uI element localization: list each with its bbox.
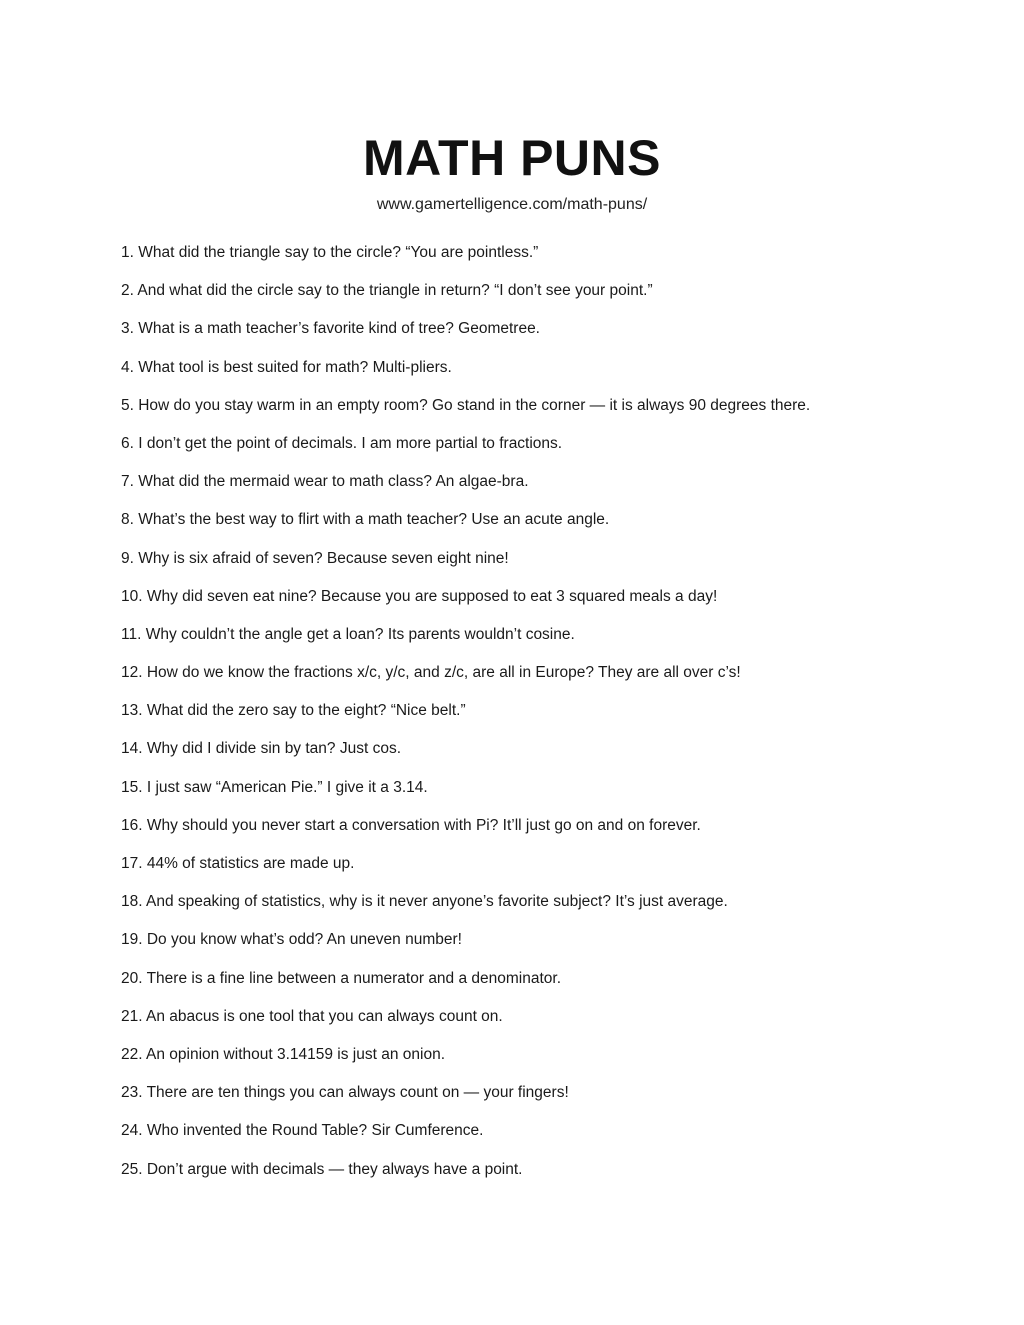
list-item: 10. Why did seven eat nine? Because you are supposed to eat 3 squared meals a day! <box>121 587 718 605</box>
list-item: 23. There are ten things you can always count on — your fingers! <box>121 1084 569 1102</box>
list-item: 9. Why is six afraid of seven? Because seven eight nine! <box>121 549 509 567</box>
list-item: 2. And what did the circle say to the triangle in return? “I don’t see your point.” <box>121 282 653 300</box>
list-item: 18. And speaking of statistics, why is it never anyone’s favorite subject? It’s just average. <box>121 893 728 911</box>
source-url: www.gamertelligence.com/math-puns/ <box>376 196 648 213</box>
page-title: MATH PUNS <box>362 130 661 186</box>
list-item: 16. Why should you never start a conversation with Pi? It’ll just go on and on forever. <box>121 816 701 834</box>
list-item: 17. 44% of statistics are made up. <box>121 855 355 872</box>
list-item: 7. What did the mermaid wear to math class? An algae-bra. <box>121 473 529 491</box>
list-item: 6. I don’t get the point of decimals. I am more partial to fractions. <box>121 434 563 452</box>
list-item: 5. How do you stay warm in an empty room? Go stand in the corner — it is always 90 degrees there. <box>121 396 811 414</box>
list-item: 14. Why did I divide sin by tan? Just cos. <box>121 740 401 758</box>
list-item: 20. There is a fine line between a numerator and a denominator. <box>121 969 562 987</box>
list-item: 25. Don’t argue with decimals — they always have a point. <box>121 1160 523 1178</box>
list-item: 15. I just saw “American Pie.” I give it a 3.14. <box>121 778 428 796</box>
list-item: 11. Why couldn’t the angle get a loan? Its parents wouldn’t cosine. <box>121 625 575 643</box>
list-item: 22. An opinion without 3.14159 is just an onion. <box>121 1045 446 1063</box>
list-item: 1. What did the triangle say to the circle? “You are pointless.” <box>121 244 539 261</box>
puns-list <box>121 242 991 1197</box>
list-item: 19. Do you know what’s odd? An uneven number! <box>121 931 462 949</box>
list-item: 8. What’s the best way to flirt with a math teacher? Use an acute angle. <box>121 511 610 529</box>
list-item: 24. Who invented the Round Table? Sir Cumference. <box>121 1122 484 1140</box>
list-item: 3. What is a math teacher’s favorite kind of tree? Geometree. <box>121 320 540 338</box>
list-item: 12. How do we know the fractions x/c, y/c, and z/c, are all in Europe? They are all over c’s! <box>121 664 741 682</box>
list-item: 21. An abacus is one tool that you can always count on. <box>121 1007 503 1025</box>
list-item: 13. What did the zero say to the eight? “Nice belt.” <box>121 702 466 720</box>
list-item: 4. What tool is best suited for math? Multi-pliers. <box>121 358 452 376</box>
